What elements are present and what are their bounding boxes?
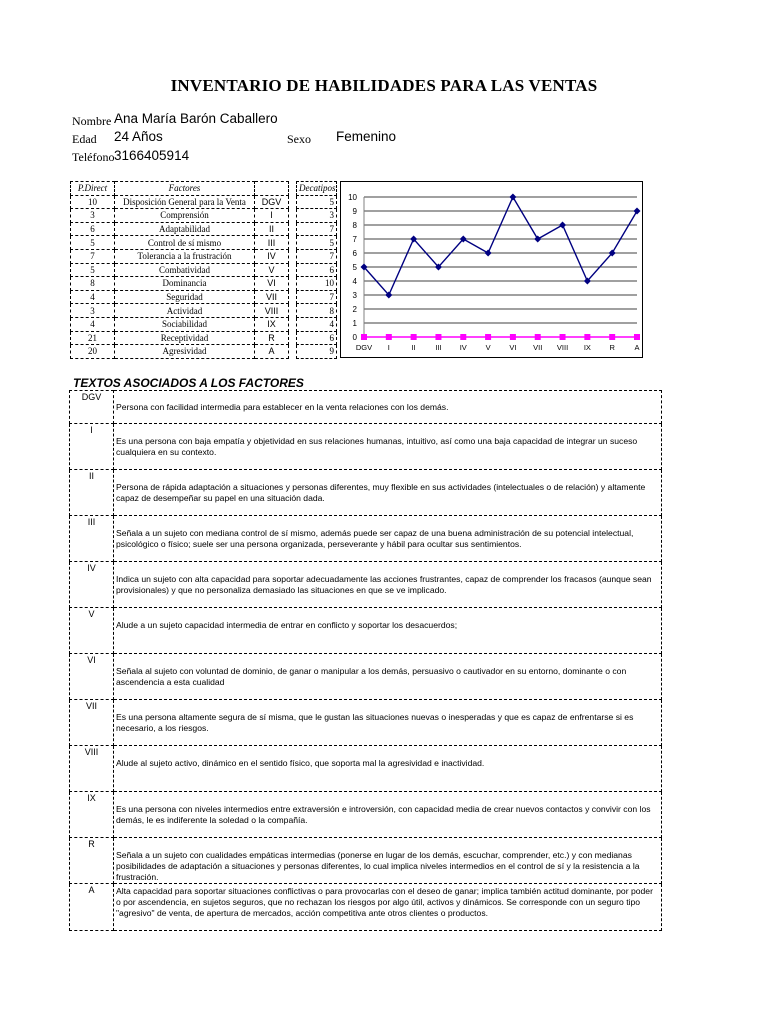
sex-label: Sexo [287,132,311,146]
factor-decatipo: 7 [297,222,337,236]
factor-code: DGV [255,195,289,209]
y-tick-label: 4 [352,277,357,286]
factor-pdirect: 5 [71,263,115,277]
factor-row [71,290,337,304]
factor-name: Tolerancia a la frustración [115,249,255,263]
factor-gap [289,277,297,291]
factor-gap [289,195,297,209]
data-point [609,334,615,340]
factor-code: R [255,331,289,345]
data-point [559,222,566,229]
factor-pdirect: 3 [71,304,115,318]
header-decatipos: Decatipos [297,182,337,196]
age-label: Edad [72,132,97,146]
data-point [560,334,566,340]
header-code [255,182,289,196]
factor-text-code: IX [70,792,114,838]
factor-gap [289,317,297,331]
factor-decatipo: 4 [297,317,337,331]
data-point [509,194,516,201]
factor-text-code: VI [70,654,114,700]
header-pdirect: P.Direct [71,182,115,196]
factor-text-description: Alude al sujeto activo, dinámico en el sentido físico, que soporta mal la agresividad e inactividad. [114,746,662,792]
factor-row [71,331,337,345]
factor-decatipo: 8 [297,304,337,318]
factor-text-row [70,608,662,654]
name-value: Ana María Barón Caballero [114,111,278,126]
factor-code: VII [255,290,289,304]
x-tick-label: R [609,343,615,352]
factor-row [71,195,337,209]
factor-text-row [70,562,662,608]
factor-pdirect: 8 [71,277,115,291]
factor-code: VIII [255,304,289,318]
factor-pdirect: 10 [71,195,115,209]
data-point [634,208,641,215]
y-tick-label: 3 [352,291,357,300]
factor-gap [289,209,297,223]
factor-text-code: VIII [70,746,114,792]
factor-text-description: Alta capacidad para soportar situaciones conflictivas o para provocarlas con el deseo de ganar; implica también actitud dominante, por poder o por ascendencia, en sujetos seguros, que no rechazan los riesgos por algo útil, activos y dinámicos. Se corresponde con un seguro tipo "agresivo" de venta, de apertura de mercados, acción competitiva ante otros clientes o productos. [114,884,662,931]
y-tick-label: 9 [352,207,357,216]
factor-code: A [255,345,289,359]
factors-header-row [71,182,337,196]
data-point [634,334,640,340]
x-tick-label: IX [583,343,591,352]
factor-code: V [255,263,289,277]
x-tick-label: DGV [355,343,373,352]
factor-gap [289,290,297,304]
factor-row [71,345,337,359]
y-tick-label: 6 [352,249,357,258]
factor-row [71,317,337,331]
factor-text-description: Es una persona altamente segura de sí misma, que le gustan las situaciones nuevas o inesperadas y que es capaz de enfrentarse si es necesario, a los riesgos. [114,700,662,746]
factor-code: III [255,236,289,250]
factor-row [71,263,337,277]
factor-row [71,222,337,236]
data-point [460,334,466,340]
factor-decatipo: 10 [297,277,337,291]
factor-gap [289,249,297,263]
factor-text-description: Persona de rápida adaptación a situaciones y personas diferentes, muy flexible en sus actividades (intelectuales o de relación) y altamente capaz de desempeñar su papel en una situación dada. [114,470,662,516]
factor-decatipo: 5 [297,195,337,209]
data-point [584,334,590,340]
factor-texts-table [69,390,662,931]
factor-text-description: Señala a un sujeto con mediana control de sí mismo, además puede ser capaz de una buena administración de su potencial intelectual, psicológico o físico; suele ser una persona organizada, perseverante y hábil para ocultar sus sentimientos. [114,516,662,562]
factor-text-code: II [70,470,114,516]
factor-text-description: Indica un sujeto con alta capacidad para soportar adecuadamente las acciones frustrantes, capaz de comprender los fracasos (aunque sean provisionales) y que no personaliza demasiado las situaciones en que se ve implicado. [114,562,662,608]
factor-text-code: IV [70,562,114,608]
factor-gap [289,331,297,345]
factor-text-code: V [70,608,114,654]
factor-text-code: DGV [70,391,114,424]
factor-row [71,209,337,223]
data-point [361,334,367,340]
factor-text-row [70,516,662,562]
factor-decatipo: 6 [297,263,337,277]
factor-name: Agresividad [115,345,255,359]
factor-gap [289,304,297,318]
factor-name: Control de sí mismo [115,236,255,250]
factor-text-code: III [70,516,114,562]
y-tick-label: 0 [352,333,357,342]
header-gap [289,182,297,196]
y-tick-label: 5 [352,263,357,272]
factor-pdirect: 4 [71,290,115,304]
factor-text-description: Persona con facilidad intermedia para establecer en la venta relaciones con los demás. [114,391,662,424]
data-point [510,334,516,340]
factor-text-description: Señala al sujeto con voluntad de dominio, de ganar o manipular a los demás, persuasivo o cautivador en su entorno, dominante o con ascendencia a esta cualidad [114,654,662,700]
factor-row [71,277,337,291]
factor-code: IV [255,249,289,263]
y-tick-label: 2 [352,305,357,314]
factor-text-code: R [70,838,114,884]
factor-text-row [70,654,662,700]
texts-section-title: TEXTOS ASOCIADOS A LOS FACTORES [73,376,304,390]
name-label: Nombre [72,114,112,128]
factor-text-row [70,838,662,884]
y-tick-label: 1 [352,319,357,328]
sex-value: Femenino [336,129,397,144]
factor-pdirect: 5 [71,236,115,250]
data-point [411,334,417,340]
data-point [534,236,541,243]
factor-gap [289,236,297,250]
x-tick-label: II [411,343,416,352]
data-point [535,334,541,340]
factor-name: Adaptabilidad [115,222,255,236]
factor-text-row [70,884,662,931]
factor-text-code: A [70,884,114,931]
factor-text-row [70,746,662,792]
x-tick-label: III [435,343,442,352]
factor-gap [289,222,297,236]
factor-decatipo: 5 [297,236,337,250]
factor-decatipo: 9 [297,345,337,359]
factor-pdirect: 7 [71,249,115,263]
phone-label: Teléfono [72,150,114,164]
x-tick-label: I [387,343,390,352]
factor-row [71,236,337,250]
factors-table [70,181,337,359]
factor-name: Seguridad [115,290,255,304]
factor-decatipo: 7 [297,290,337,304]
factor-name: Comprensión [115,209,255,223]
factor-name: Actividad [115,304,255,318]
factor-pdirect: 6 [71,222,115,236]
factor-pdirect: 21 [71,331,115,345]
data-point [485,334,491,340]
y-tick-label: 7 [352,235,357,244]
factor-name: Disposición General para la Venta [115,195,255,209]
factor-text-row [70,700,662,746]
phone-value: 3166405914 [114,148,190,163]
factor-decatipo: 6 [297,331,337,345]
factor-name: Sociabilidad [115,317,255,331]
age-value: 24 Años [114,129,163,144]
factor-text-row [70,391,662,424]
factor-text-description: Alude a un sujeto capacidad intermedia de entrar en conflicto y soportar los desacuerdos; [114,608,662,654]
x-tick-label: VII [533,343,543,352]
data-point [485,250,492,257]
decatipos-chart [340,181,643,358]
factor-gap [289,263,297,277]
page-title: INVENTARIO DE HABILIDADES PARA LAS VENTAS [170,76,598,95]
factor-text-description: Es una persona con baja empatía y objetividad en sus relaciones humanas, intuitivo, así como una baja capacidad de integrar un suceso cualquiera en su contexto. [114,424,662,470]
data-point [435,334,441,340]
factor-pdirect: 4 [71,317,115,331]
factor-text-row [70,470,662,516]
x-tick-label: VIII [556,343,569,352]
x-tick-label: A [634,343,640,352]
x-tick-label: VI [509,343,517,352]
factor-name: Combatividad [115,263,255,277]
factor-code: I [255,209,289,223]
factor-text-row [70,792,662,838]
factor-gap [289,345,297,359]
factor-code: IX [255,317,289,331]
factor-decatipo: 7 [297,249,337,263]
factor-name: Dominancia [115,277,255,291]
factor-text-description: Señala a un sujeto con cualidades empáticas intermedias (ponerse en lugar de los demás, escuchar, comprender, etc.) y con medianas posibilidades de adaptación a situaciones y personas diferentes, lo cual implica niveles intermedios en el control de sí y la resistencia a la frustración. [114,838,662,884]
factor-text-code: VII [70,700,114,746]
factor-pdirect: 3 [71,209,115,223]
factor-code: VI [255,277,289,291]
factor-text-row [70,424,662,470]
data-point [386,334,392,340]
factor-text-description: Es una persona con niveles intermedios entre extraversión e introversión, con capacidad media de crear nuevos contactos y convivir con los demás, le es indiferente la soledad o la compañía. [114,792,662,838]
factor-text-code: I [70,424,114,470]
y-tick-label: 8 [352,221,357,230]
x-tick-label: IV [459,343,467,352]
factor-decatipo: 3 [297,209,337,223]
factor-pdirect: 20 [71,345,115,359]
factor-row [71,304,337,318]
decatipos-chart-svg [341,182,642,357]
header-factors: Factores [115,182,255,196]
y-tick-label: 10 [348,193,357,202]
x-tick-label: V [485,343,491,352]
factor-name: Receptividad [115,331,255,345]
factor-code: II [255,222,289,236]
series-line [364,197,637,295]
factor-row [71,249,337,263]
